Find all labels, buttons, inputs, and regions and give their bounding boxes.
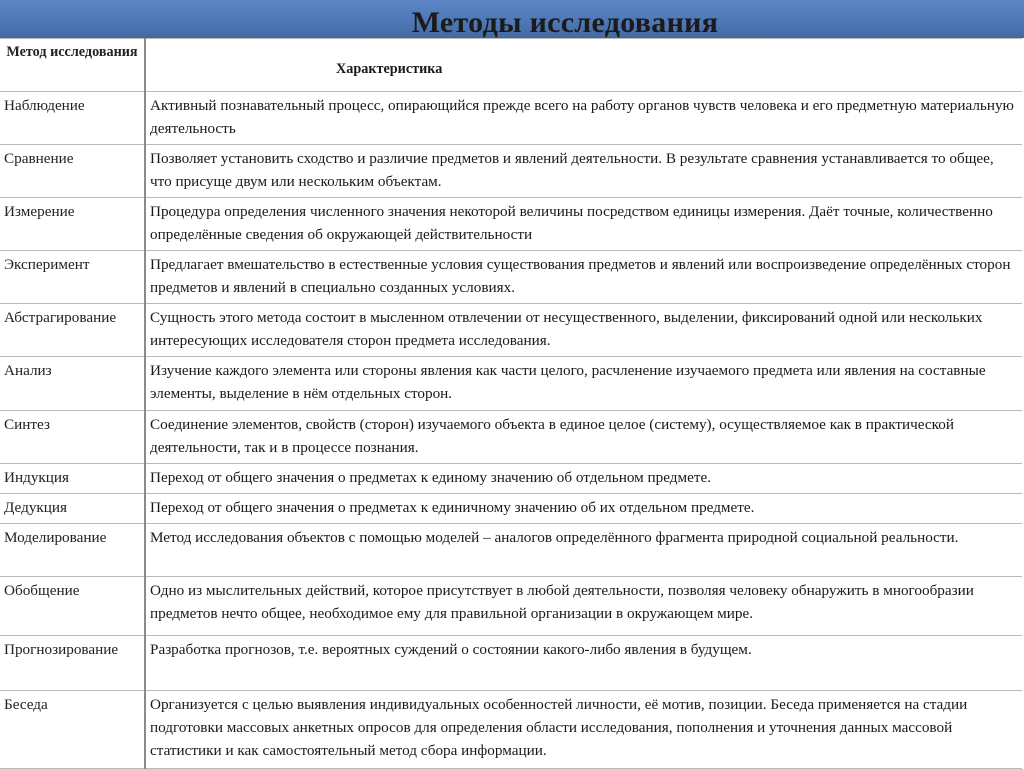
method-characteristic: Изучение каждого элемента или стороны явления как части целого, расчленение изучаемого предмета или явления на составные элементы, выделение в нём отдельных сторон. [145, 357, 1022, 411]
header-characteristic: Характеристика [145, 39, 1022, 92]
method-characteristic: Сущность этого метода состоит в мысленном отвлечении от несущественного, выделении, фиксирований одной или нескольких интересующих исследователя сторон предмета исследования. [145, 304, 1022, 357]
method-characteristic: Разработка прогнозов, т.е. вероятных суждений о состоянии какого-либо явления в будущем. [145, 636, 1022, 691]
method-name: Обобщение [0, 577, 145, 636]
method-name: Моделирование [0, 524, 145, 577]
method-name: Наблюдение [0, 92, 145, 145]
method-name: Измерение [0, 198, 145, 251]
method-name: Анализ [0, 357, 145, 411]
table-row [0, 494, 1022, 524]
header-method: Метод исследования [0, 39, 145, 92]
table-row [0, 92, 1022, 145]
method-name: Сравнение [0, 145, 145, 198]
table-row [0, 577, 1022, 636]
method-name: Абстрагирование [0, 304, 145, 357]
table-row [0, 411, 1022, 464]
table-row [0, 145, 1022, 198]
method-name: Прогнозирование [0, 636, 145, 691]
method-name: Эксперимент [0, 251, 145, 304]
method-characteristic: Предлагает вмешательство в естественные условия существования предметов и явлений или воспроизведение определённых сторон предметов и явлений в специально созданных условиях. [145, 251, 1022, 304]
method-characteristic: Процедура определения численного значения некоторой величины посредством единицы измерения. Даёт точные, количественно определённые сведения об окружающей действительности [145, 198, 1022, 251]
method-name: Синтез [0, 411, 145, 464]
method-characteristic: Активный познавательный процесс, опирающийся прежде всего на работу органов чувств человека и его предметную материальную деятельность [145, 92, 1022, 145]
method-name: Беседа [0, 691, 145, 769]
table-row [0, 251, 1022, 304]
method-characteristic: Позволяет установить сходство и различие предметов и явлений деятельности. В результате сравнения устанавливается то общее, что присуще двум или нескольким объектам. [145, 145, 1022, 198]
methods-table [0, 38, 1022, 769]
method-characteristic: Переход от общего значения о предметах к единичному значению об их отдельном предмете. [145, 494, 1022, 524]
method-characteristic: Организуется с целью выявления индивидуальных особенностей личности, её мотив, позиции. Беседа применяется на стадии подготовки массовых анкетных опросов для определения области исследования, пополнения и уточнения данных массовой статистики и как самостоятельный метод сбора информации. [145, 691, 1022, 769]
method-name: Дедукция [0, 494, 145, 524]
method-characteristic: Соединение элементов, свойств (сторон) изучаемого объекта в единое целое (систему), осуществляемое как в практической деятельности, так и в процессе познания. [145, 411, 1022, 464]
table-row [0, 464, 1022, 494]
method-characteristic: Переход от общего значения о предметах к единому значению об отдельном предмете. [145, 464, 1022, 494]
method-characteristic: Метод исследования объектов с помощью моделей – аналогов определённого фрагмента природной социальной реальности. [145, 524, 1022, 577]
table-row [0, 524, 1022, 577]
method-characteristic: Одно из мыслительных действий, которое присутствует в любой деятельности, позволяя человеку обнаружить в многообразии предметов нечто общее, необходимое ему для правильной организации в окружающем мире. [145, 577, 1022, 636]
table-row [0, 636, 1022, 691]
table-header-row [0, 39, 1022, 92]
table-row [0, 198, 1022, 251]
method-name: Индукция [0, 464, 145, 494]
table-row [0, 304, 1022, 357]
table-row [0, 691, 1022, 769]
slide-title: Методы исследования [411, 6, 719, 39]
table-row [0, 357, 1022, 411]
